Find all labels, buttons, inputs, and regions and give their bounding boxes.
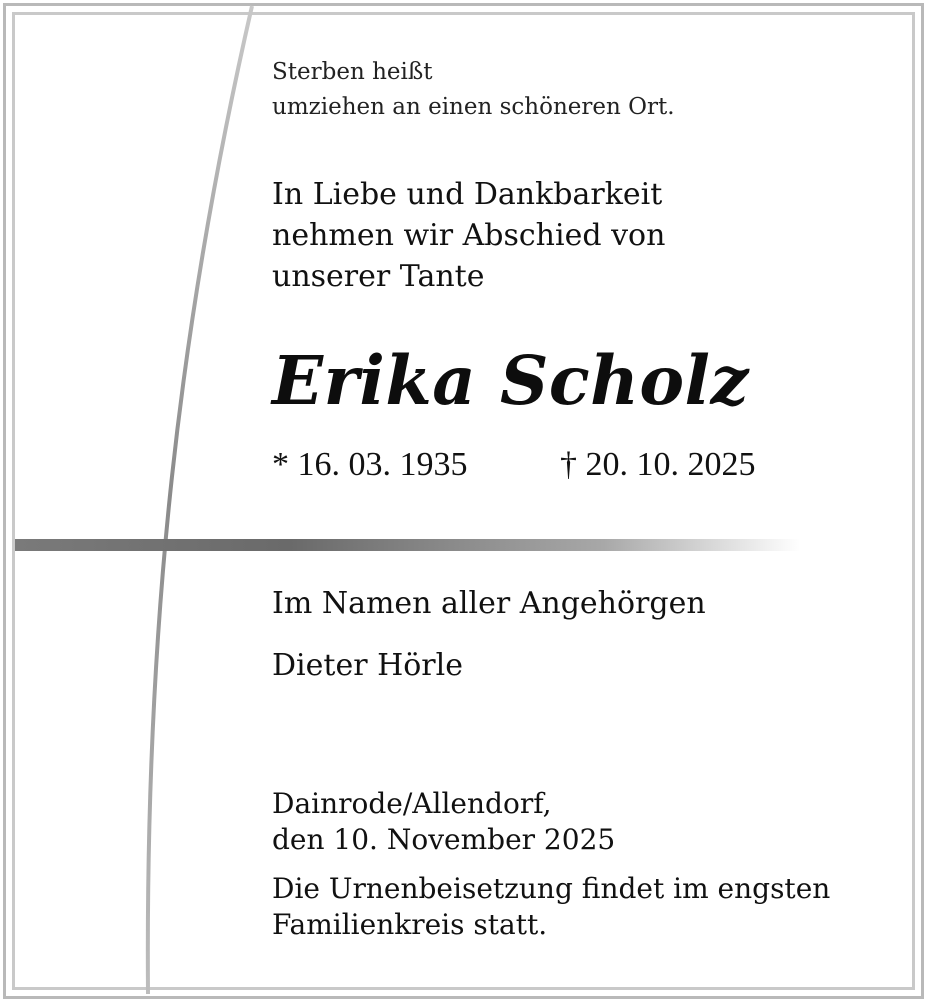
deceased-name: Erika Scholz bbox=[272, 341, 750, 420]
burial-note bbox=[272, 871, 830, 943]
intro-line: nehmen wir Abschied von bbox=[272, 218, 666, 253]
intro-line: In Liebe und Dankbarkeit bbox=[272, 177, 663, 212]
note-line: Die Urnenbeisetzung findet im engsten bbox=[272, 872, 831, 905]
farewell-intro bbox=[272, 174, 665, 297]
vertical-curve bbox=[148, 6, 252, 994]
on-behalf-line: Im Namen aller Angehörgen bbox=[272, 586, 706, 621]
motto-quote bbox=[272, 55, 675, 125]
signer-name: Dieter Hörle bbox=[272, 648, 464, 683]
motto-line: Sterben heißt bbox=[272, 59, 433, 85]
motto-line: umziehen an einen schöneren Ort. bbox=[272, 94, 675, 120]
horizontal-bar bbox=[15, 539, 800, 551]
date-line: den 10. November 2025 bbox=[272, 823, 616, 856]
intro-line: unserer Tante bbox=[272, 259, 485, 294]
note-line: Familienkreis statt. bbox=[272, 908, 548, 941]
place-and-date bbox=[272, 786, 615, 858]
place-line: Dainrode/Allendorf, bbox=[272, 787, 552, 820]
death-date: † 20. 10. 2025 bbox=[560, 446, 756, 483]
birth-date: * 16. 03. 1935 bbox=[272, 446, 468, 483]
